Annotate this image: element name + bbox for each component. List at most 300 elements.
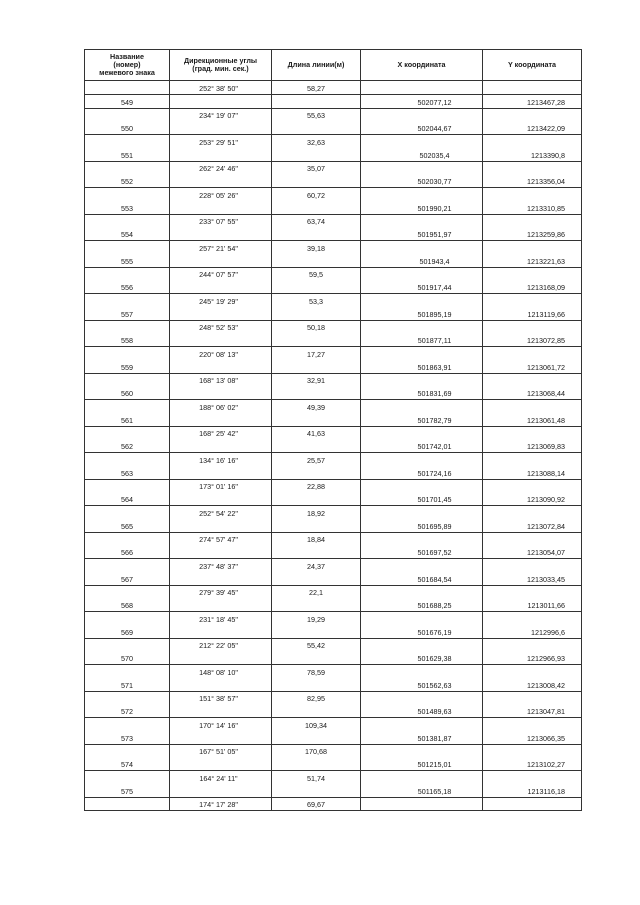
x-coordinate-cell: 501782,79 xyxy=(361,413,483,426)
boundary-points-table xyxy=(84,49,582,811)
point-name-cell xyxy=(85,108,170,121)
point-name-cell: 569 xyxy=(85,625,170,638)
table-row xyxy=(85,744,582,757)
y-coordinate-cell: 1213066,35 xyxy=(483,731,582,744)
length-cell: 50,18 xyxy=(272,320,361,333)
angle-cell: 212° 22' 05" xyxy=(170,638,272,651)
length-cell xyxy=(272,174,361,187)
angle-cell xyxy=(170,598,272,611)
point-name-cell: 554 xyxy=(85,227,170,240)
table-row xyxy=(85,333,582,346)
angle-cell xyxy=(170,439,272,452)
table-row xyxy=(85,585,582,598)
point-name-cell: 557 xyxy=(85,307,170,320)
y-coordinate-cell xyxy=(483,161,582,174)
point-name-cell: 553 xyxy=(85,201,170,214)
x-coordinate-cell xyxy=(361,612,483,625)
table-row xyxy=(85,267,582,280)
table-row xyxy=(85,307,582,320)
x-coordinate-cell: 501831,69 xyxy=(361,386,483,399)
header-y-coordinate: Y координата xyxy=(483,50,582,81)
length-cell: 51,74 xyxy=(272,771,361,784)
angle-cell: 173° 01' 16" xyxy=(170,479,272,492)
length-cell xyxy=(272,148,361,161)
point-name-cell: 550 xyxy=(85,121,170,134)
table-row xyxy=(85,559,582,572)
y-coordinate-cell: 1213422,09 xyxy=(483,121,582,134)
length-cell: 25,57 xyxy=(272,453,361,466)
table-row xyxy=(85,214,582,227)
angle-cell xyxy=(170,386,272,399)
x-coordinate-cell: 501215,01 xyxy=(361,757,483,770)
table-row xyxy=(85,506,582,519)
point-name-cell xyxy=(85,638,170,651)
table-row xyxy=(85,320,582,333)
table-row xyxy=(85,81,582,95)
table-row xyxy=(85,757,582,770)
table-row xyxy=(85,360,582,373)
y-coordinate-cell: 1213390,8 xyxy=(483,148,582,161)
y-coordinate-cell xyxy=(483,585,582,598)
table-header-row xyxy=(85,50,582,81)
y-coordinate-cell xyxy=(483,506,582,519)
point-name-cell: 564 xyxy=(85,492,170,505)
point-name-cell: 555 xyxy=(85,254,170,267)
y-coordinate-cell: 1212966,93 xyxy=(483,651,582,664)
y-coordinate-cell xyxy=(483,400,582,413)
point-name-cell: 573 xyxy=(85,731,170,744)
length-cell xyxy=(272,254,361,267)
x-coordinate-cell xyxy=(361,241,483,254)
y-coordinate-cell: 1213072,85 xyxy=(483,333,582,346)
y-coordinate-cell xyxy=(483,559,582,572)
length-cell xyxy=(272,386,361,399)
angle-cell xyxy=(170,678,272,691)
angle-cell xyxy=(170,492,272,505)
point-name-cell: 571 xyxy=(85,678,170,691)
table-row xyxy=(85,174,582,187)
length-cell xyxy=(272,439,361,452)
x-coordinate-cell xyxy=(361,81,483,95)
x-coordinate-cell: 502030,77 xyxy=(361,174,483,187)
angle-cell: 220° 08' 13" xyxy=(170,347,272,360)
y-coordinate-cell xyxy=(483,612,582,625)
x-coordinate-cell xyxy=(361,638,483,651)
x-coordinate-cell xyxy=(361,320,483,333)
table-row xyxy=(85,135,582,148)
angle-cell xyxy=(170,519,272,532)
angle-cell xyxy=(170,333,272,346)
x-coordinate-cell: 501695,89 xyxy=(361,519,483,532)
y-coordinate-cell xyxy=(483,135,582,148)
length-cell xyxy=(272,94,361,108)
y-coordinate-cell: 1213033,45 xyxy=(483,572,582,585)
point-name-cell xyxy=(85,426,170,439)
header-line-length: Длина линии(м) xyxy=(272,50,361,81)
length-cell: 55,63 xyxy=(272,108,361,121)
x-coordinate-cell xyxy=(361,188,483,201)
point-name-cell: 570 xyxy=(85,651,170,664)
point-name-cell xyxy=(85,718,170,731)
angle-cell: 233° 07' 55" xyxy=(170,214,272,227)
length-cell: 41,63 xyxy=(272,426,361,439)
x-coordinate-cell: 502044,67 xyxy=(361,121,483,134)
x-coordinate-cell xyxy=(361,479,483,492)
angle-cell xyxy=(170,757,272,770)
table-row xyxy=(85,108,582,121)
point-name-cell: 559 xyxy=(85,360,170,373)
y-coordinate-cell xyxy=(483,320,582,333)
x-coordinate-cell xyxy=(361,214,483,227)
x-coordinate-cell: 501701,45 xyxy=(361,492,483,505)
length-cell: 35,07 xyxy=(272,161,361,174)
length-cell xyxy=(272,121,361,134)
point-name-cell: 575 xyxy=(85,784,170,797)
y-coordinate-cell: 1213102,27 xyxy=(483,757,582,770)
point-name-cell xyxy=(85,135,170,148)
y-coordinate-cell xyxy=(483,744,582,757)
table-row xyxy=(85,625,582,638)
y-coordinate-cell: 1213061,72 xyxy=(483,360,582,373)
length-cell: 63,74 xyxy=(272,214,361,227)
x-coordinate-cell xyxy=(361,665,483,678)
y-coordinate-cell xyxy=(483,347,582,360)
x-coordinate-cell xyxy=(361,744,483,757)
x-coordinate-cell: 501990,21 xyxy=(361,201,483,214)
point-name-cell xyxy=(85,506,170,519)
table-row xyxy=(85,532,582,545)
x-coordinate-cell xyxy=(361,373,483,386)
length-cell: 32,91 xyxy=(272,373,361,386)
x-coordinate-cell xyxy=(361,108,483,121)
table-row xyxy=(85,492,582,505)
y-coordinate-cell xyxy=(483,638,582,651)
angle-cell: 151° 38' 57" xyxy=(170,691,272,704)
x-coordinate-cell: 501165,18 xyxy=(361,784,483,797)
x-coordinate-cell: 501381,87 xyxy=(361,731,483,744)
length-cell xyxy=(272,413,361,426)
table-row xyxy=(85,731,582,744)
length-cell: 49,39 xyxy=(272,400,361,413)
y-coordinate-cell: 1213168,09 xyxy=(483,280,582,293)
x-coordinate-cell: 501676,19 xyxy=(361,625,483,638)
length-cell xyxy=(272,360,361,373)
y-coordinate-cell: 1212996,6 xyxy=(483,625,582,638)
y-coordinate-cell: 1213061,48 xyxy=(483,413,582,426)
point-name-cell: 562 xyxy=(85,439,170,452)
point-name-cell: 551 xyxy=(85,148,170,161)
y-coordinate-cell xyxy=(483,691,582,704)
table-row xyxy=(85,386,582,399)
table-row xyxy=(85,651,582,664)
y-coordinate-cell: 1213467,28 xyxy=(483,94,582,108)
table-row xyxy=(85,519,582,532)
point-name-cell xyxy=(85,665,170,678)
angle-cell: 228° 05' 26" xyxy=(170,188,272,201)
point-name-cell xyxy=(85,612,170,625)
x-coordinate-cell xyxy=(361,426,483,439)
angle-cell: 234° 19' 07" xyxy=(170,108,272,121)
length-cell: 53,3 xyxy=(272,294,361,307)
table-row xyxy=(85,479,582,492)
length-cell: 170,68 xyxy=(272,744,361,757)
angle-cell: 167° 51' 05" xyxy=(170,744,272,757)
angle-cell: 244° 07' 57" xyxy=(170,267,272,280)
table-row xyxy=(85,691,582,704)
y-coordinate-cell: 1213008,42 xyxy=(483,678,582,691)
point-name-cell xyxy=(85,347,170,360)
angle-cell xyxy=(170,280,272,293)
y-coordinate-cell: 1213119,66 xyxy=(483,307,582,320)
y-coordinate-cell xyxy=(483,479,582,492)
angle-cell: 164° 24' 11" xyxy=(170,771,272,784)
x-coordinate-cell: 501562,63 xyxy=(361,678,483,691)
x-coordinate-cell: 501684,54 xyxy=(361,572,483,585)
y-coordinate-cell: 1213356,04 xyxy=(483,174,582,187)
x-coordinate-cell: 502077,12 xyxy=(361,94,483,108)
table-row xyxy=(85,227,582,240)
x-coordinate-cell: 501697,52 xyxy=(361,545,483,558)
length-cell xyxy=(272,784,361,797)
length-cell: 17,27 xyxy=(272,347,361,360)
angle-cell: 168° 13' 08" xyxy=(170,373,272,386)
x-coordinate-cell: 501742,01 xyxy=(361,439,483,452)
angle-cell: 274° 57' 47" xyxy=(170,532,272,545)
length-cell xyxy=(272,333,361,346)
table-row xyxy=(85,439,582,452)
table-row xyxy=(85,254,582,267)
table-row xyxy=(85,771,582,784)
y-coordinate-cell: 1213221,63 xyxy=(483,254,582,267)
point-name-cell xyxy=(85,559,170,572)
length-cell: 39,18 xyxy=(272,241,361,254)
y-coordinate-cell: 1213011,66 xyxy=(483,598,582,611)
point-name-cell xyxy=(85,241,170,254)
point-name-cell xyxy=(85,320,170,333)
point-name-cell xyxy=(85,81,170,95)
length-cell: 82,95 xyxy=(272,691,361,704)
y-coordinate-cell xyxy=(483,771,582,784)
table-row xyxy=(85,572,582,585)
angle-cell xyxy=(170,466,272,479)
angle-cell: 248° 52' 53" xyxy=(170,320,272,333)
table-body xyxy=(85,81,582,811)
length-cell: 55,42 xyxy=(272,638,361,651)
x-coordinate-cell: 502035,4 xyxy=(361,148,483,161)
x-coordinate-cell xyxy=(361,532,483,545)
angle-cell: 134° 16' 16" xyxy=(170,453,272,466)
table-row xyxy=(85,148,582,161)
x-coordinate-cell xyxy=(361,135,483,148)
length-cell: 58,27 xyxy=(272,81,361,95)
x-coordinate-cell xyxy=(361,559,483,572)
length-cell: 22,88 xyxy=(272,479,361,492)
angle-cell xyxy=(170,413,272,426)
y-coordinate-cell xyxy=(483,294,582,307)
length-cell: 32,63 xyxy=(272,135,361,148)
length-cell: 78,59 xyxy=(272,665,361,678)
angle-cell: 188° 06' 02" xyxy=(170,400,272,413)
x-coordinate-cell xyxy=(361,294,483,307)
y-coordinate-cell xyxy=(483,665,582,678)
length-cell xyxy=(272,492,361,505)
x-coordinate-cell: 501489,63 xyxy=(361,704,483,717)
table-row xyxy=(85,413,582,426)
point-name-cell: 572 xyxy=(85,704,170,717)
length-cell xyxy=(272,545,361,558)
x-coordinate-cell: 501877,11 xyxy=(361,333,483,346)
x-coordinate-cell: 501629,38 xyxy=(361,651,483,664)
point-name-cell xyxy=(85,744,170,757)
table-row xyxy=(85,426,582,439)
table-row xyxy=(85,598,582,611)
table-row xyxy=(85,545,582,558)
point-name-cell xyxy=(85,214,170,227)
angle-cell xyxy=(170,174,272,187)
table-row xyxy=(85,294,582,307)
angle-cell: 252° 38' 50" xyxy=(170,81,272,95)
y-coordinate-cell xyxy=(483,108,582,121)
header-direction-angle: Дирекционные углы (град. мин. сек.) xyxy=(170,50,272,81)
x-coordinate-cell: 501688,25 xyxy=(361,598,483,611)
point-name-cell: 556 xyxy=(85,280,170,293)
y-coordinate-cell xyxy=(483,214,582,227)
angle-cell: 253° 29' 51" xyxy=(170,135,272,148)
point-name-cell xyxy=(85,585,170,598)
x-coordinate-cell xyxy=(361,771,483,784)
angle-cell xyxy=(170,227,272,240)
table-row xyxy=(85,121,582,134)
table-row xyxy=(85,784,582,797)
angle-cell: 237° 48' 37" xyxy=(170,559,272,572)
x-coordinate-cell xyxy=(361,585,483,598)
angle-cell: 170° 14' 16" xyxy=(170,718,272,731)
angle-cell xyxy=(170,572,272,585)
length-cell xyxy=(272,519,361,532)
table-row xyxy=(85,400,582,413)
y-coordinate-cell xyxy=(483,241,582,254)
length-cell xyxy=(272,651,361,664)
point-name-cell xyxy=(85,161,170,174)
x-coordinate-cell: 501951,97 xyxy=(361,227,483,240)
header-point-name: Название (номер) межевого знака xyxy=(85,50,170,81)
length-cell xyxy=(272,625,361,638)
point-name-cell xyxy=(85,797,170,811)
point-name-cell xyxy=(85,479,170,492)
angle-cell: 231° 18' 45" xyxy=(170,612,272,625)
table-row xyxy=(85,665,582,678)
table-row xyxy=(85,373,582,386)
table-row xyxy=(85,466,582,479)
x-coordinate-cell: 501724,16 xyxy=(361,466,483,479)
length-cell xyxy=(272,731,361,744)
angle-cell: 262° 24' 46" xyxy=(170,161,272,174)
table-row xyxy=(85,678,582,691)
y-coordinate-cell: 1213054,07 xyxy=(483,545,582,558)
angle-cell: 245° 19' 29" xyxy=(170,294,272,307)
table-row xyxy=(85,201,582,214)
length-cell: 18,84 xyxy=(272,532,361,545)
angle-cell xyxy=(170,784,272,797)
y-coordinate-cell: 1213072,84 xyxy=(483,519,582,532)
y-coordinate-cell xyxy=(483,718,582,731)
y-coordinate-cell: 1213310,85 xyxy=(483,201,582,214)
y-coordinate-cell: 1213068,44 xyxy=(483,386,582,399)
x-coordinate-cell xyxy=(361,691,483,704)
point-name-cell: 552 xyxy=(85,174,170,187)
y-coordinate-cell xyxy=(483,797,582,811)
length-cell xyxy=(272,757,361,770)
length-cell: 109,34 xyxy=(272,718,361,731)
angle-cell xyxy=(170,254,272,267)
length-cell xyxy=(272,572,361,585)
length-cell xyxy=(272,704,361,717)
y-coordinate-cell xyxy=(483,373,582,386)
x-coordinate-cell xyxy=(361,347,483,360)
length-cell: 22,1 xyxy=(272,585,361,598)
x-coordinate-cell xyxy=(361,267,483,280)
x-coordinate-cell: 501943,4 xyxy=(361,254,483,267)
length-cell xyxy=(272,201,361,214)
point-name-cell: 558 xyxy=(85,333,170,346)
table-row xyxy=(85,797,582,811)
angle-cell: 148° 08' 10" xyxy=(170,665,272,678)
y-coordinate-cell: 1213090,92 xyxy=(483,492,582,505)
x-coordinate-cell: 501895,19 xyxy=(361,307,483,320)
y-coordinate-cell: 1213088,14 xyxy=(483,466,582,479)
y-coordinate-cell: 1213069,83 xyxy=(483,439,582,452)
point-name-cell xyxy=(85,373,170,386)
header-x-coordinate: X координата xyxy=(361,50,483,81)
angle-cell xyxy=(170,651,272,664)
y-coordinate-cell xyxy=(483,532,582,545)
x-coordinate-cell xyxy=(361,400,483,413)
point-name-cell: 561 xyxy=(85,413,170,426)
x-coordinate-cell xyxy=(361,797,483,811)
x-coordinate-cell xyxy=(361,453,483,466)
angle-cell xyxy=(170,94,272,108)
angle-cell: 168° 25' 42" xyxy=(170,426,272,439)
point-name-cell xyxy=(85,400,170,413)
point-name-cell: 574 xyxy=(85,757,170,770)
table-row xyxy=(85,94,582,108)
coordinates-sheet xyxy=(84,49,581,811)
point-name-cell xyxy=(85,188,170,201)
point-name-cell xyxy=(85,267,170,280)
point-name-cell xyxy=(85,532,170,545)
table-row xyxy=(85,718,582,731)
point-name-cell xyxy=(85,453,170,466)
length-cell xyxy=(272,598,361,611)
table-row xyxy=(85,612,582,625)
length-cell: 18,92 xyxy=(272,506,361,519)
y-coordinate-cell: 1213259,86 xyxy=(483,227,582,240)
angle-cell: 279° 39' 45" xyxy=(170,585,272,598)
point-name-cell: 568 xyxy=(85,598,170,611)
length-cell xyxy=(272,307,361,320)
y-coordinate-cell xyxy=(483,267,582,280)
angle-cell: 252° 54' 22" xyxy=(170,506,272,519)
table-row xyxy=(85,638,582,651)
length-cell xyxy=(272,678,361,691)
table-row xyxy=(85,241,582,254)
length-cell: 69,67 xyxy=(272,797,361,811)
angle-cell xyxy=(170,731,272,744)
point-name-cell xyxy=(85,771,170,784)
angle-cell xyxy=(170,625,272,638)
point-name-cell: 549 xyxy=(85,94,170,108)
angle-cell xyxy=(170,201,272,214)
